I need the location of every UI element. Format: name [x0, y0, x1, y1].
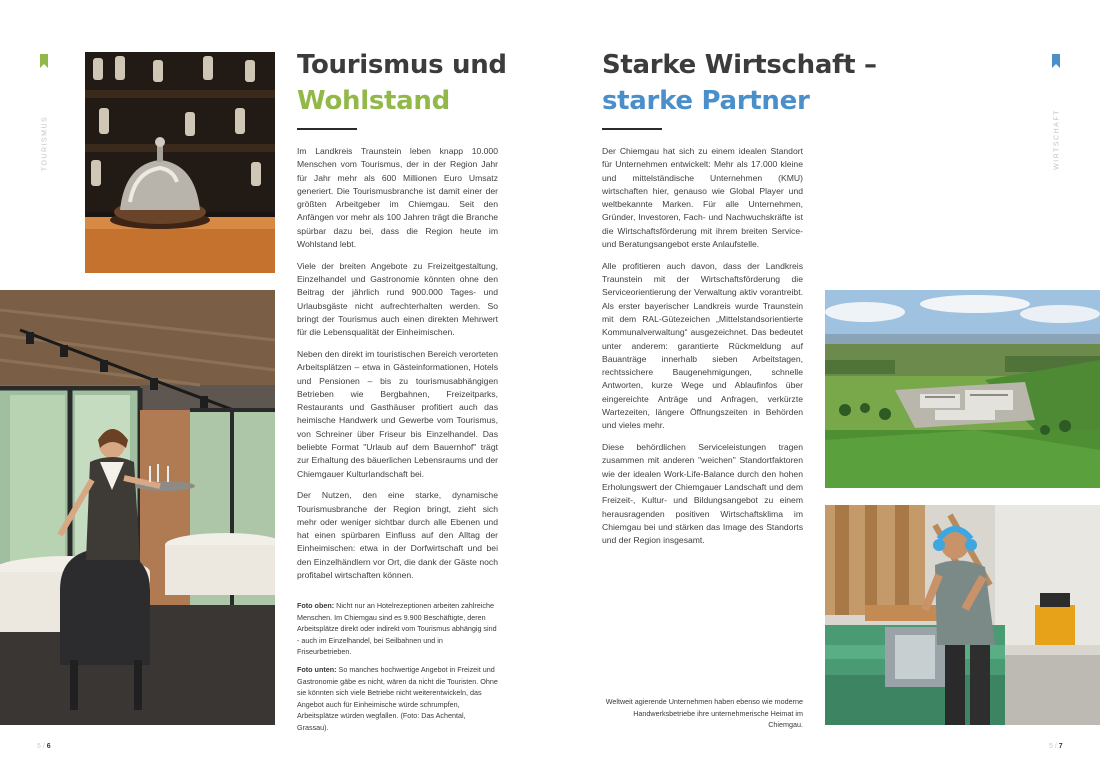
body-column-tourismus [297, 145, 498, 591]
paragraph: Alle profitieren auch davon, dass der Landkreis Traunstein mit der Wirtschaftsförderung die Serviceorientierung der Verwaltung aktiv vorantreibt. Als erster bayerischer Landkreis wurde Traunstein mit dem RAL-Gütezeichen „Mittelstandsorientierte Kommunalverwaltung“ ausgezeichnet. Das bedeutet unter anderem: garantierte Rückmeldung auf Bauanträge innerhalb sieben Arbeitstagen, rechtssichere Baugenehmigungen, schnelle Antworten, kurze Wege und Ablaufinfos über eingereichte Anträge und Anfragen, verkürzte Wartezeiten, längere Öffnungszeiten in Behörden und vieles mehr. [602, 260, 803, 431]
page-prefix: 5 / [37, 743, 45, 750]
heading-wirtschaft [602, 47, 882, 119]
heading-line-2: Wohlstand [297, 86, 450, 116]
photo-captions [297, 600, 498, 740]
caption-top [297, 600, 498, 658]
photo-reception-bell [85, 52, 275, 273]
bookmark-icon-blue [1052, 54, 1060, 68]
heading-rule [297, 128, 357, 130]
heading-tourismus [297, 47, 557, 119]
page-number-left [37, 743, 51, 750]
paragraph: Der Chiemgau hat sich zu einem idealen Standort für Unternehmen entwickelt: Mehr als 17.000 kleine und mittelständische Unternehmen (KMU) wirtschaften hier, genauso wie Global Player und weltbekannte Marken. Für alle Unternehmen, Gründer, Investoren, Fach- und Nachwuchskräfte ist die Wirtschaftsförderung mit ihrem breiten Service- und Beratungsangebot erste Anlaufstelle. [602, 146, 803, 250]
page-number: 6 [46, 743, 51, 750]
photo-woodworking-craftsman [825, 505, 1100, 725]
heading-line-1: Starke Wirtschaft – [602, 50, 877, 80]
paragraph: Der Nutzen, den eine starke, dynamische Tourismusbranche der Region bringt, zieht sich mehr oder weniger sichtbar durch alle Ebenen und hat einen spürbaren Einfluss auf den Alltag der Einheimischen: etwa in der Dorfwirtschaft und bei den Einzelhändlern vor Ort, die dank der Gäste noch profitabel wirtschaften können. [297, 490, 498, 581]
caption-bottom-text: So manches hochwertige Angebot in Freizeit und Gastronomie gäbe es nicht, wären da nicht die Touristen. Ohne sie könnten sich viele Betriebe nicht weiterentwickeln, das Angebot auch für Einheimische würde schrumpfen, Arbeitsplätze würden wegfallen. (Foto: Das Achental, Grassau). [297, 664, 498, 732]
photo-restaurant-interior [0, 290, 275, 725]
page-number-right [1049, 743, 1063, 750]
body-column-wirtschaft [602, 145, 803, 556]
caption-top-text: Nicht nur an Hotelrezeptionen arbeiten zahlreiche Menschen. Im Chiemgau sind es 9.900 Beschäftigte, deren Arbeitsplätze direkt oder indirekt vom Tourismus abhängig sind - auch im Einzelhandel, bei Seilbahnen und in Friseurbetrieben. [297, 601, 497, 657]
page-prefix: 5 / [1049, 743, 1057, 750]
heading-line-2: starke Partner [602, 86, 810, 116]
caption-bottom [297, 664, 498, 734]
paragraph: Im Landkreis Traunstein leben knapp 10.000 Menschen vom Tourismus, der in der Region Jahr für Jahr mehr als 600 Millionen Euro Umsatz generiert. Die Tourismusbranche ist damit einer der größten Arbeitgeber im Chiemgau. Seit den Anfängen vor mehr als 100 Jahren trägt die Branche spürbar dazu bei, dass die Region heute im Wohlstand lebt. [297, 146, 498, 250]
photo-aerial-landscape [825, 290, 1100, 488]
page-number: 7 [1058, 743, 1063, 750]
heading-line-1: Tourismus und [297, 50, 507, 80]
caption-wirtschaft: Weltweit agierende Unternehmen haben ebenso wie moderne Handwerksbetriebe ihre unternehmerische Heimat im Chiemgau. [605, 697, 803, 730]
paragraph: Viele der breiten Angebote zu Freizeitgestaltung, Einzelhandel und Gastronomie könnten ohne den Beitrag der jährlich rund 900.000 Tages- und Urlaubsgäste nicht aufrechterhalten werden. So bringt der Tourismus auch einen direkten Mehrwert für die Lebensqualität der Einheimischen. [297, 260, 498, 338]
caption-top-label: Foto oben: [297, 601, 335, 610]
side-label-wirtschaft: WIRTSCHAFT [1053, 109, 1061, 170]
paragraph: Diese behördlichen Serviceleistungen tragen zusammen mit anderen "weichen" Standortfaktoren wie der idealen Work-Life-Balance durch den hohen Erholungswert der Chiemgauer Landschaft und dem Freizeit-, Kultur- und Bildungsangebot zu einem herausragenden positiven Wirtschaftsklima im Chiemgau bei und stärken das Image des Standorts und der Region insgesamt. [602, 442, 803, 546]
heading-rule [602, 128, 662, 130]
side-label-tourismus: TOURISMUS [41, 115, 49, 172]
bookmark-icon-green [40, 54, 48, 68]
paragraph: Neben den direkt im touristischen Bereich verorteten Arbeitsplätzen – etwa in Gästeinformationen, Hotels und Pensionen – bis zu tourismusabhängigen Betrieben wie Bergbahnen, Freizeitparks, Restaurants und Gasthäuser profitiert auch das heimische Handwerk und Gewerbe vom Tourismus, von Schreiner über Friseur bis Einzelhandel. Das beliebte Format "Urlaub auf dem Bauernhof" trägt zur Erhaltung des bäuerlichen Lebensraums und der Chiemgauer Kulturlandschaft bei. [297, 348, 498, 479]
caption-bottom-label: Foto unten: [297, 664, 337, 674]
